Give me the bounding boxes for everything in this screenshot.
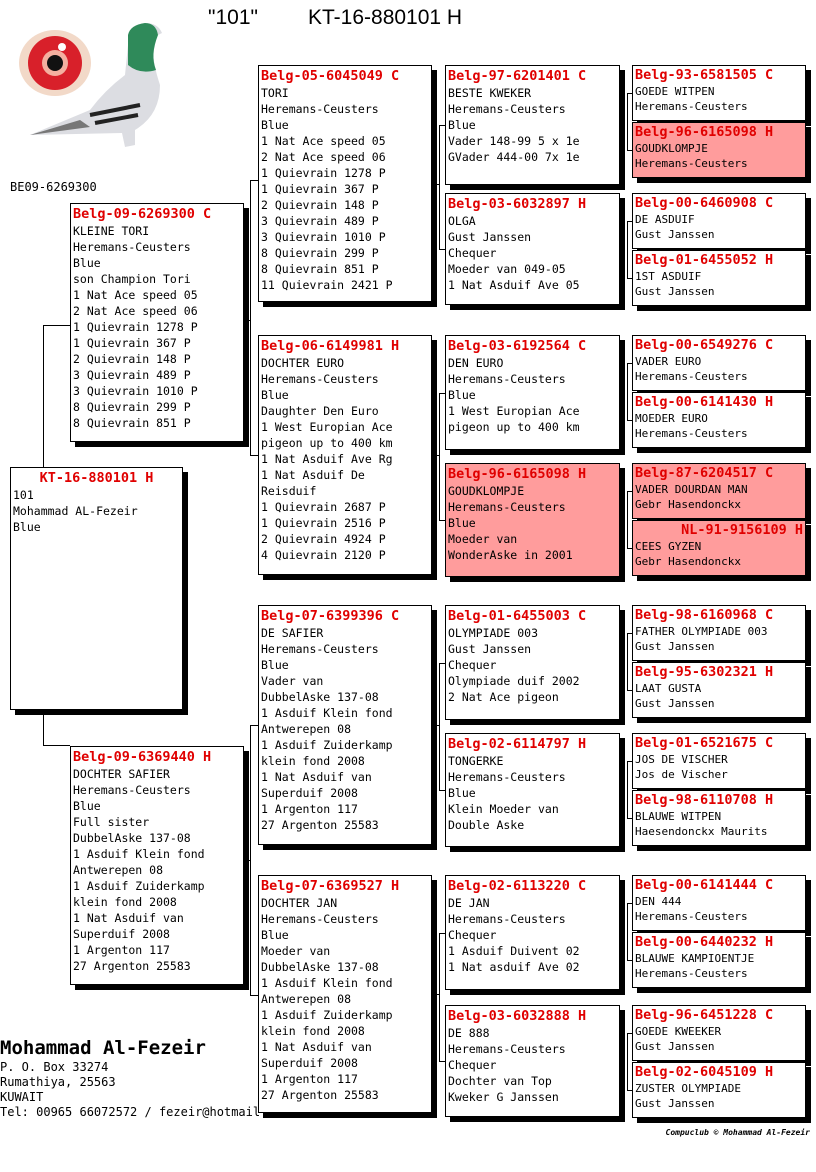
pedigree-line: CEES GYZEN — [635, 540, 702, 553]
pedigree-line: 1 Nat Asduif van — [261, 1040, 372, 1054]
ring-number: Belg-96-6165098 H — [448, 466, 587, 482]
pedigree-line: Blue — [448, 388, 476, 402]
pedigree-line: Gust Janssen — [448, 642, 532, 656]
pedigree-line: Mohammad AL-Fezeir — [13, 504, 138, 518]
pedigree-line: klein fond 2008 — [261, 754, 365, 768]
ring-number: Belg-01-6455003 C — [448, 608, 587, 624]
great-great-grandparent-card[interactable] — [632, 733, 806, 789]
pedigree-line: 2 Nat Ace speed 06 — [261, 150, 386, 164]
great-great-grandparent-card[interactable] — [632, 1062, 806, 1118]
pedigree-line: VADER EURO — [635, 355, 702, 368]
ring-number: Belg-02-6113220 C — [448, 878, 587, 894]
pedigree-line: 1 Argenton 117 — [261, 802, 358, 816]
pedigree-line: 1 Quievrain 2687 P — [261, 500, 386, 514]
pedigree-line: TONGERKE — [448, 754, 504, 768]
pedigree-line: Chequer — [448, 1058, 497, 1072]
ring-number: Belg-00-6141444 C — [635, 877, 774, 893]
great-great-grandparent-card[interactable] — [632, 193, 806, 249]
pedigree-line: BLAUWE WITPEN — [635, 810, 722, 823]
ring-number: Belg-01-6455052 H — [635, 252, 774, 268]
grandparent-card[interactable] — [258, 335, 432, 575]
ring-number: Belg-98-6110708 H — [635, 792, 774, 808]
pedigree-line: BLAUWE KAMPIOENTJE — [635, 952, 755, 965]
grandparent-card[interactable] — [258, 65, 432, 302]
pedigree-line: Vader van — [261, 674, 324, 688]
pedigree-line: Heremans-Ceusters — [635, 910, 748, 923]
pedigree-line: Gust Janssen — [635, 640, 715, 653]
breeder-name: Mohammad Al-Fezeir — [0, 1037, 206, 1059]
pedigree-line: GOUDKLOMPJE — [448, 484, 525, 498]
pedigree-line: Blue — [448, 118, 476, 132]
ring-number: Belg-07-6399396 C — [261, 608, 400, 624]
breeder-address-line: P. O. Box 33274 — [0, 1060, 109, 1074]
pedigree-line: Antwerepen 08 — [261, 722, 352, 736]
pedigree-line: klein fond 2008 — [73, 895, 177, 909]
grandparent-card[interactable] — [258, 875, 432, 1113]
connector-line — [627, 1033, 628, 1090]
pedigree-line: 1 Quievrain 2516 P — [261, 516, 386, 530]
pedigree-line: Heremans-Ceusters — [261, 912, 379, 926]
pedigree-line: Heremans-Ceusters — [261, 642, 379, 656]
pedigree-line: 4 Quievrain 2120 P — [261, 548, 386, 562]
pedigree-line: Heremans-Ceusters — [73, 783, 191, 797]
pedigree-line: Olympiade duif 2002 — [448, 674, 580, 688]
pedigree-line: DE ASDUIF — [635, 213, 695, 226]
ring-number: Belg-97-6201401 C — [448, 68, 587, 84]
great-grandparent-card[interactable] — [445, 605, 620, 720]
pedigree-line: klein fond 2008 — [261, 1024, 365, 1038]
connector-line — [627, 491, 628, 548]
pedigree-line: Blue — [73, 799, 101, 813]
connector-line — [627, 903, 628, 960]
pedigree-line: Haesendonckx Maurits — [635, 825, 768, 838]
pedigree-line: 1 Nat Ace speed 05 — [73, 288, 198, 302]
connector-line — [439, 933, 440, 1062]
pedigree-line: 1 Asduif Zuiderkamp — [73, 879, 205, 893]
connector-line — [627, 761, 628, 818]
connector-line — [43, 745, 70, 746]
pedigree-line: Blue — [261, 658, 289, 672]
great-great-grandparent-card[interactable] — [632, 520, 806, 576]
great-great-grandparent-card[interactable] — [632, 790, 806, 846]
pedigree-line: 8 Quievrain 299 P — [73, 400, 191, 414]
pedigree-line: 1 Asduif Klein fond — [73, 847, 205, 861]
pedigree-line: Gust Janssen — [635, 697, 715, 710]
ring-number: Belg-09-6369440 H — [73, 749, 212, 765]
connector-line — [627, 633, 628, 690]
connector-line — [627, 93, 628, 150]
pedigree-line: Antwerepen 08 — [261, 992, 352, 1006]
dam-card[interactable] — [70, 746, 244, 985]
pedigree-line: 3 Quievrain 489 P — [261, 214, 379, 228]
ring-number: Belg-96-6165098 H — [635, 124, 774, 140]
pedigree-line: 1 Asduif Zuiderkamp — [261, 738, 393, 752]
pedigree-line: Blue — [448, 516, 476, 530]
pedigree-line: VADER DOURDAN MAN — [635, 483, 748, 496]
pedigree-line: Superduif 2008 — [261, 786, 358, 800]
great-grandparent-card[interactable] — [445, 335, 620, 450]
pedigree-line: Daughter Den Euro — [261, 404, 379, 418]
pedigree-line: 27 Argenton 25583 — [73, 959, 191, 973]
pedigree-line: 1 Nat Asduif van — [73, 911, 184, 925]
ring-number: Belg-93-6581505 C — [635, 67, 774, 83]
pedigree-line: Heremans-Ceusters — [448, 1042, 566, 1056]
pedigree-line: Gebr Hasendonckx — [635, 498, 741, 511]
great-great-grandparent-card[interactable] — [632, 463, 806, 519]
grandparent-card[interactable] — [258, 605, 432, 845]
pedigree-line: GOEDE WITPEN — [635, 85, 715, 98]
pedigree-line: 1 West Europian Ace — [261, 420, 393, 434]
great-grandparent-card[interactable] — [445, 463, 620, 577]
pedigree-line: DE SAFIER — [261, 626, 324, 640]
pedigree-line: 2 Quievrain 4924 P — [261, 532, 386, 546]
pedigree-line: Chequer — [448, 246, 497, 260]
ring-number: Belg-95-6302321 H — [635, 664, 774, 680]
pedigree-line: Blue — [261, 928, 289, 942]
pedigree-line: DEN 444 — [635, 895, 682, 908]
pedigree-line: 1ST ASDUIF — [635, 270, 702, 283]
connector-line — [627, 221, 628, 278]
pedigree-line: 1 Quievrain 367 P — [73, 336, 191, 350]
pedigree-line: Vader 148-99 5 x 1e — [448, 134, 580, 148]
pedigree-line: Heremans-Ceusters — [448, 770, 566, 784]
great-grandparent-card[interactable] — [445, 733, 620, 847]
sire-card[interactable] — [70, 203, 244, 442]
pedigree-line: Blue — [261, 118, 289, 132]
great-great-grandparent-card[interactable] — [632, 65, 806, 121]
pedigree-line: DEN EURO — [448, 356, 504, 370]
pedigree-line: Gust Janssen — [635, 1097, 715, 1110]
ring-number: Belg-96-6451228 C — [635, 1007, 774, 1023]
pedigree-line: 27 Argenton 25583 — [261, 1088, 379, 1102]
pedigree-line: DubbelAske 137-08 — [261, 960, 379, 974]
pedigree-line: MOEDER EURO — [635, 412, 708, 425]
great-great-grandparent-card[interactable] — [632, 662, 806, 718]
ring-number: Belg-00-6549276 C — [635, 337, 774, 353]
connector-line — [432, 184, 439, 185]
great-grandparent-card[interactable] — [445, 193, 620, 305]
pedigree-line: pigeon up to 400 km — [261, 436, 393, 450]
pedigree-line: 27 Argenton 25583 — [261, 818, 379, 832]
pedigree-line: OLYMPIADE 003 — [448, 626, 539, 640]
pedigree-line: 1 West Europian Ace — [448, 404, 580, 418]
pedigree-line: DOCHTER EURO — [261, 356, 345, 370]
pedigree-line: Full sister — [73, 815, 150, 829]
pedigree-line: Heremans-Ceusters — [635, 967, 748, 980]
pedigree-line: DOCHTER SAFIER — [73, 767, 170, 781]
great-great-grandparent-card[interactable] — [632, 250, 806, 306]
pedigree-line: 1 Asduif Duivent 02 — [448, 944, 580, 958]
pedigree-line: Heremans-Ceusters — [635, 427, 748, 440]
pedigree-line: Heremans-Ceusters — [261, 372, 379, 386]
pedigree-line: Kweker G Janssen — [448, 1090, 559, 1104]
ring-number: Belg-07-6369527 H — [261, 878, 400, 894]
pedigree-line: 1 Nat asduif Ave 02 — [448, 960, 580, 974]
pedigree-line: ZUSTER OLYMPIADE — [635, 1082, 741, 1095]
great-grandparent-card[interactable] — [445, 1005, 620, 1117]
pedigree-line: 2 Nat Ace speed 06 — [73, 304, 198, 318]
pedigree-line: TORI — [261, 86, 289, 100]
connector-line — [439, 393, 440, 521]
pedigree-line: Chequer — [448, 658, 497, 672]
pedigree-line: Gust Janssen — [635, 285, 715, 298]
pedigree-line: 2 Quievrain 148 P — [73, 352, 191, 366]
ring-number: Belg-03-6032888 H — [448, 1008, 587, 1024]
pedigree-line: DubbelAske 137-08 — [261, 690, 379, 704]
pedigree-line: son Champion Tori — [73, 272, 191, 286]
pedigree-line: WonderAske in 2001 — [448, 548, 573, 562]
pedigree-line: KLEINE TORI — [73, 224, 150, 238]
great-great-grandparent-card[interactable] — [632, 335, 806, 391]
pedigree-line: pigeon up to 400 km — [448, 420, 580, 434]
pedigree-line: Gust Janssen — [448, 230, 532, 244]
pedigree-line: Blue — [13, 520, 41, 534]
connector-line — [250, 995, 258, 996]
ring-number: NL-91-9156109 H — [681, 522, 803, 538]
copyright: Compuclub © Mohammad Al-Fezeir — [665, 1128, 810, 1137]
photo-caption: BE09-6269300 — [10, 180, 97, 194]
pedigree-line: Klein Moeder van — [448, 802, 559, 816]
pedigree-line: 8 Quievrain 851 P — [261, 262, 379, 276]
pedigree-line: DE JAN — [448, 896, 490, 910]
connector-line — [244, 320, 250, 321]
great-grandparent-card[interactable] — [445, 65, 620, 185]
pigeon-photo — [10, 15, 170, 165]
pedigree-line: 3 Quievrain 1010 P — [261, 230, 386, 244]
pedigree-line: FATHER OLYMPIADE 003 — [635, 625, 768, 638]
breeder-address-line: KUWAIT — [0, 1090, 44, 1104]
connector-line — [250, 455, 258, 456]
pedigree-line: Superduif 2008 — [261, 1056, 358, 1070]
connector-line — [627, 363, 628, 420]
pedigree-line: Blue — [448, 786, 476, 800]
pedigree-line: 1 Asduif Klein fond — [261, 976, 393, 990]
pedigree-line: Moeder van — [448, 532, 518, 546]
pedigree-line: OLGA — [448, 214, 476, 228]
pedigree-line: 8 Quievrain 851 P — [73, 416, 191, 430]
pedigree-line: DOCHTER JAN — [261, 896, 338, 910]
pedigree-line: 1 Nat Asduif Ave 05 — [448, 278, 580, 292]
pedigree-line: GVader 444-00 7x 1e — [448, 150, 580, 164]
breeder-contact: Tel: 00965 66072572 / fezeir@hotmail. — [0, 1105, 268, 1119]
breeder-info — [0, 1036, 267, 1120]
connector-line — [250, 725, 258, 726]
pedigree-line: 2 Nat Ace pigeon — [448, 690, 559, 704]
pedigree-line: 1 Asduif Zuiderkamp — [261, 1008, 393, 1022]
pedigree-line: Gust Janssen — [635, 1040, 715, 1053]
pedigree-line: Heremans-Ceusters — [635, 370, 748, 383]
pedigree-line: 1 Nat Asduif van — [261, 770, 372, 784]
ring-number: KT-16-880101 H — [39, 470, 154, 486]
pedigree-line: Double Aske — [448, 818, 525, 832]
great-great-grandparent-card[interactable] — [632, 392, 806, 448]
pedigree-line: Heremans-Ceusters — [261, 102, 379, 116]
connector-line — [432, 455, 439, 456]
pedigree-line: DubbelAske 137-08 — [73, 831, 191, 845]
ring-number: Belg-00-6460908 C — [635, 195, 774, 211]
pedigree-line: Heremans-Ceusters — [73, 240, 191, 254]
connector-line — [250, 725, 251, 995]
pedigree-line: Heremans-Ceusters — [635, 157, 748, 170]
ring-number: Belg-02-6045109 H — [635, 1064, 774, 1080]
pedigree-line: Superduif 2008 — [73, 927, 170, 941]
pedigree-line: GOUDKLOMPJE — [635, 142, 708, 155]
connector-line — [432, 725, 439, 726]
pedigree-line: Moeder van 049-05 — [448, 262, 566, 276]
pedigree-line: BESTE KWEKER — [448, 86, 532, 100]
pedigree-line: Gebr Hasendonckx — [635, 555, 741, 568]
pedigree-line: Jos de Vischer — [635, 768, 728, 781]
pedigree-line: 2 Quievrain 148 P — [261, 198, 379, 212]
great-great-grandparent-card[interactable] — [632, 122, 806, 178]
pedigree-line: DE 888 — [448, 1026, 490, 1040]
great-grandparent-card[interactable] — [445, 875, 620, 990]
pedigree-line: 3 Quievrain 1010 P — [73, 384, 198, 398]
pigeon-name-title: "101" — [208, 6, 258, 29]
pedigree-line: Heremans-Ceusters — [448, 912, 566, 926]
ring-number: Belg-09-6269300 C — [73, 206, 212, 222]
pedigree-line: LAAT GUSTA — [635, 682, 702, 695]
connector-line — [439, 125, 440, 249]
pedigree-line: 1 Argenton 117 — [73, 943, 170, 957]
pedigree-line: Antwerepen 08 — [73, 863, 164, 877]
pedigree-line: 1 Asduif Klein fond — [261, 706, 393, 720]
pedigree-line: Reisduif — [261, 484, 317, 498]
pedigree-line: 3 Quievrain 489 P — [73, 368, 191, 382]
great-great-grandparent-card[interactable] — [632, 605, 806, 661]
pedigree-line: 11 Quievrain 2421 P — [261, 278, 393, 292]
pedigree-line: Gust Janssen — [635, 228, 715, 241]
pedigree-line: 101 — [13, 488, 34, 502]
pedigree-line: 1 Quievrain 1278 P — [73, 320, 198, 334]
ring-number: Belg-03-6192564 C — [448, 338, 587, 354]
pedigree-line: Blue — [73, 256, 101, 270]
connector-line — [439, 663, 440, 791]
connector-line — [43, 325, 70, 326]
pedigree-line: Heremans-Ceusters — [448, 102, 566, 116]
ring-number: Belg-03-6032897 H — [448, 196, 587, 212]
great-great-grandparent-card[interactable] — [632, 1005, 806, 1061]
pedigree-line: 1 Nat Asduif De — [261, 468, 365, 482]
connector-line — [250, 180, 258, 181]
pedigree-line: Moeder van — [261, 944, 331, 958]
pedigree-line: Heremans-Ceusters — [448, 372, 566, 386]
connector-line — [244, 860, 250, 861]
ring-number: Belg-02-6114797 H — [448, 736, 587, 752]
great-great-grandparent-card[interactable] — [632, 932, 806, 988]
great-great-grandparent-card[interactable] — [632, 875, 806, 931]
ring-number: Belg-01-6521675 C — [635, 735, 774, 751]
ring-number: Belg-06-6149981 H — [261, 338, 400, 354]
ring-number: Belg-00-6141430 H — [635, 394, 774, 410]
connector-line — [432, 994, 439, 995]
pedigree-line: Dochter van Top — [448, 1074, 552, 1088]
ring-number: Belg-00-6440232 H — [635, 934, 774, 950]
pedigree-line: Blue — [261, 388, 289, 402]
pedigree-line: 1 Quievrain 367 P — [261, 182, 379, 196]
ring-number: Belg-98-6160968 C — [635, 607, 774, 623]
pedigree-line: Heremans-Ceusters — [448, 500, 566, 514]
pedigree-line: 1 Nat Ace speed 05 — [261, 134, 386, 148]
pedigree-line: JOS DE VISCHER — [635, 753, 728, 766]
subject-pigeon-card[interactable] — [10, 467, 183, 710]
pedigree-line: 1 Nat Asduif Ave Rg — [261, 452, 393, 466]
ring-number: Belg-05-6045049 C — [261, 68, 400, 84]
pedigree-line: GOEDE KWEEKER — [635, 1025, 722, 1038]
ring-number: Belg-87-6204517 C — [635, 465, 774, 481]
pedigree-line: 1 Argenton 117 — [261, 1072, 358, 1086]
pedigree-line: Heremans-Ceusters — [635, 100, 748, 113]
pedigree-line: Chequer — [448, 928, 497, 942]
connector-line — [250, 180, 251, 455]
breeder-address-line: Rumathiya, 25563 — [0, 1075, 116, 1089]
pedigree-line: 1 Quievrain 1278 P — [261, 166, 386, 180]
pedigree-line: 8 Quievrain 299 P — [261, 246, 379, 260]
pigeon-ring-title: KT-16-880101 H — [308, 6, 463, 29]
